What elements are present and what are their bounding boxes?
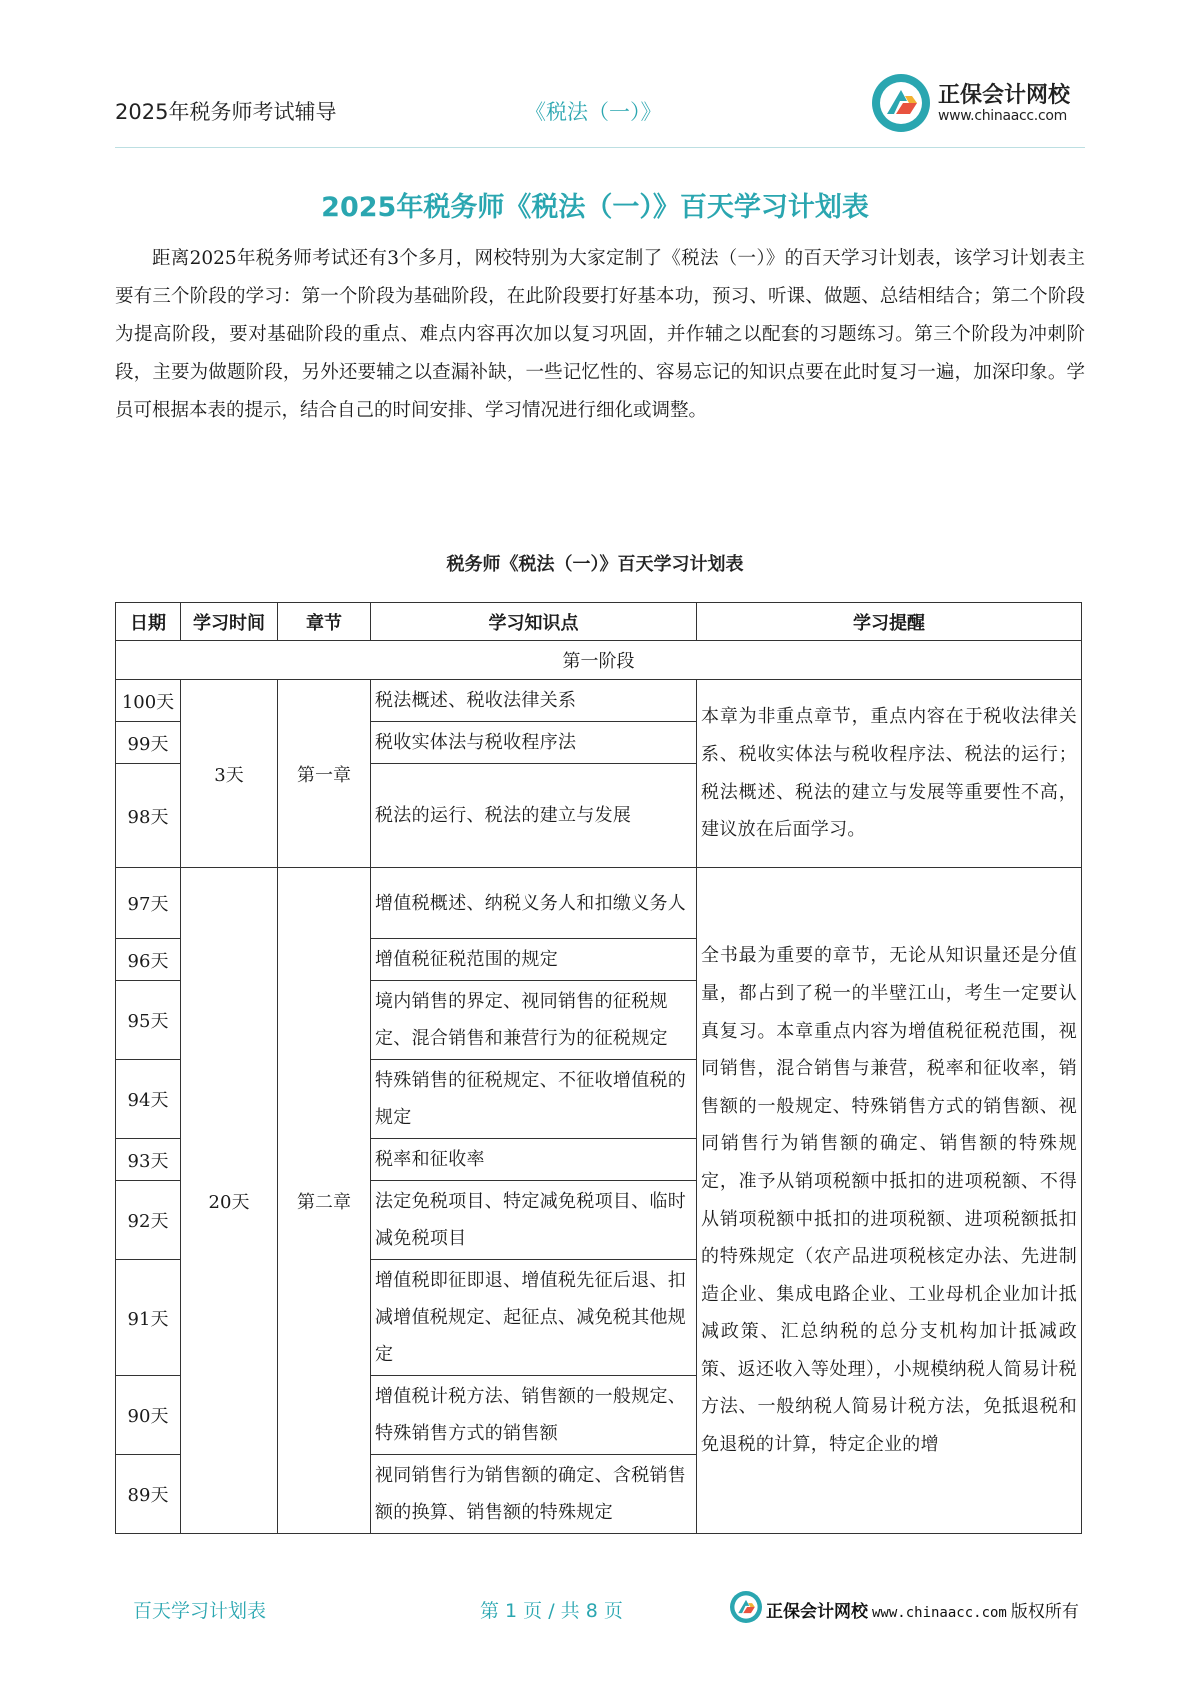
logo-url: www.chinaacc.com	[938, 108, 1067, 124]
page-title: 2025年税务师《税法（一）》百天学习计划表	[321, 192, 869, 223]
col-header-study-time: 学习时间	[181, 603, 278, 641]
day-cell: 96天	[116, 939, 181, 981]
page-number: 第 1 页 / 共 8 页	[480, 1600, 623, 1622]
duration-cell: 3天	[181, 680, 278, 868]
day-cell: 98天	[116, 764, 181, 868]
header-subject: 《税法（一）》	[525, 100, 662, 124]
col-header-study-tips: 学习提醒	[697, 603, 1082, 641]
table-row	[116, 680, 1082, 722]
day-cell: 93天	[116, 1139, 181, 1181]
day-cell: 92天	[116, 1181, 181, 1260]
logo-name: 正保会计网校	[938, 83, 1071, 108]
header-divider	[115, 147, 1085, 148]
page-footer	[0, 1588, 1190, 1628]
table-caption: 税务师《税法（一）》百天学习计划表	[446, 554, 744, 575]
footer-rights: 版权所有	[1010, 1602, 1079, 1622]
day-cell: 91天	[116, 1260, 181, 1376]
page-header	[0, 0, 1190, 150]
day-cell: 95天	[116, 981, 181, 1060]
knowledge-point-cell: 法定免税项目、特定减免税项目、临时减免税项目	[371, 1181, 697, 1260]
study-tip-cell: 全书最为重要的章节，无论从知识量还是分值量，都占到了税一的半壁江山，考生一定要认真复习。本章重点内容为增值税征税范围，视同销售，混合销售与兼营，税率和征收率，销售额的一般规定、特殊销售方式的销售额、视同销售行为销售额的确定、销售额的特殊规定，准予从销项税额中抵扣的进项税额、不得从销项税额中抵扣的进项税额、进项税额抵扣的特殊规定（农产品进项税核定办法、先进制造企业、集成电路企业、工业母机企业加计抵减政策、汇总纳税的总分支机构加计抵减政策、返还收入等处理），小规模纳税人简易计税方法、一般纳税人简易计税方法，免抵退税和免退税的计算，特定企业的增	[697, 868, 1082, 1534]
phase-label: 第一阶段	[116, 641, 1082, 680]
table-row	[116, 868, 1082, 939]
day-cell: 89天	[116, 1455, 181, 1534]
knowledge-point-cell: 境内销售的界定、视同销售的征税规定、混合销售和兼营行为的征税规定	[371, 981, 697, 1060]
knowledge-point-cell: 增值税概述、纳税义务人和扣缴义务人	[371, 868, 697, 939]
day-cell: 90天	[116, 1376, 181, 1455]
duration-cell: 20天	[181, 868, 278, 1534]
day-cell: 99天	[116, 722, 181, 764]
study-tip-cell: 本章为非重点章节，重点内容在于税收法律关系、税收实体法与税收程序法、税法的运行；税法概述、税法的建立与发展等重要性不高，建议放在后面学习。	[697, 680, 1082, 868]
chinaacc-logo-icon	[730, 1591, 762, 1623]
header-exam-title: 2025年税务师考试辅导	[115, 100, 337, 124]
knowledge-point-cell: 视同销售行为销售额的确定、含税销售额的换算、销售额的特殊规定	[371, 1455, 697, 1534]
header-logo	[872, 72, 1082, 134]
chapter-cell: 第一章	[278, 680, 371, 868]
footer-url: www.chinaacc.com	[872, 1605, 1007, 1621]
knowledge-point-cell: 增值税计税方法、销售额的一般规定、特殊销售方式的销售额	[371, 1376, 697, 1455]
chinaacc-logo-icon	[872, 74, 930, 132]
footer-brand: 正保会计网校	[766, 1602, 868, 1622]
footer-doc-title: 百天学习计划表	[133, 1600, 267, 1622]
intro-paragraph: 距离2025年税务师考试还有3个多月，网校特别为大家定制了《税法（一）》的百天学习计划表，该学习计划表主要有三个阶段的学习：第一个阶段为基础阶段，在此阶段要打好基本功，预习、听课、做题、总结相结合；第二个阶段为提高阶段，要对基础阶段的重点、难点内容再次加以复习巩固，并作辅之以配套的习题练习。第三个阶段为冲刺阶段，主要为做题阶段，另外还要辅之以查漏补缺，一些记忆性的、容易忘记的知识点要在此时复习一遍，加深印象。学员可根据本表的提示，结合自己的时间安排、学习情况进行细化或调整。	[115, 248, 1085, 421]
knowledge-point-cell: 税收实体法与税收程序法	[371, 722, 697, 764]
col-header-chapter: 章节	[278, 603, 371, 641]
day-cell: 94天	[116, 1060, 181, 1139]
knowledge-point-cell: 特殊销售的征税规定、不征收增值税的规定	[371, 1060, 697, 1139]
footer-copyright	[766, 1597, 1079, 1622]
knowledge-point-cell: 增值税即征即退、增值税先征后退、扣减增值税规定、起征点、减免税其他规定	[371, 1260, 697, 1376]
day-cell: 100天	[116, 680, 181, 722]
phase-row	[116, 641, 1082, 680]
chapter-cell: 第二章	[278, 868, 371, 1534]
table-header-row	[116, 603, 1082, 641]
knowledge-point-cell: 税法的运行、税法的建立与发展	[371, 764, 697, 868]
day-cell: 97天	[116, 868, 181, 939]
knowledge-point-cell: 增值税征税范围的规定	[371, 939, 697, 981]
study-plan-table	[115, 602, 1082, 1534]
col-header-date: 日期	[116, 603, 181, 641]
knowledge-point-cell: 税率和征收率	[371, 1139, 697, 1181]
col-header-knowledge-points: 学习知识点	[371, 603, 697, 641]
knowledge-point-cell: 税法概述、税收法律关系	[371, 680, 697, 722]
